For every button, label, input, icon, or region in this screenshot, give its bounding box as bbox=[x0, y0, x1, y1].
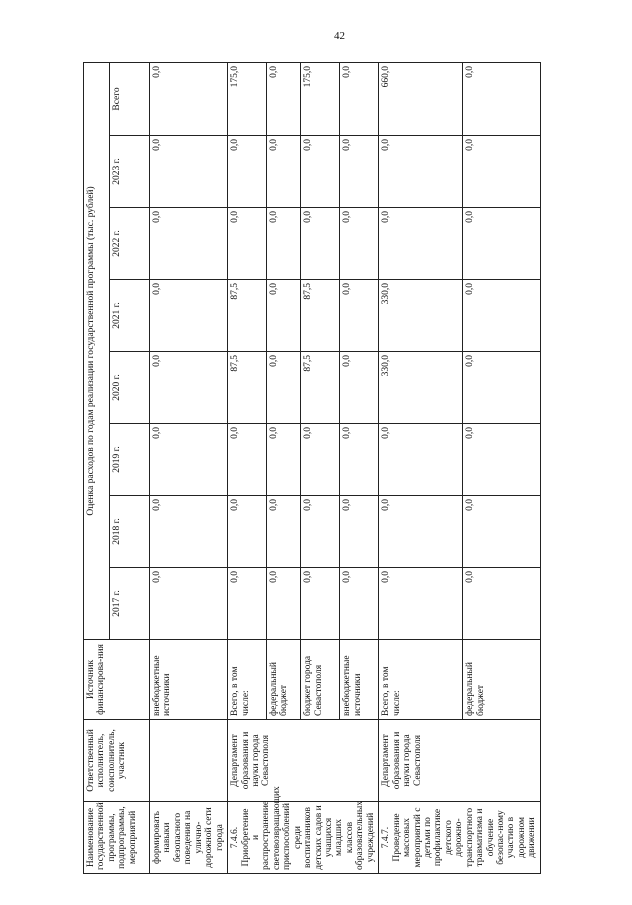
row-source: федеральный бюджет bbox=[266, 640, 300, 720]
cell-value: 0,0 bbox=[301, 496, 340, 568]
cell-value: 0,0 bbox=[340, 568, 379, 640]
cell-value: 0,0 bbox=[228, 496, 267, 568]
cell-value: 0,0 bbox=[266, 62, 300, 135]
cell-value: 87,5 bbox=[228, 280, 267, 352]
cell-value: 0,0 bbox=[150, 208, 228, 280]
header-estimate: Оценка расходов по годам реализации государственной программы (тыс. рублей) bbox=[84, 62, 110, 639]
cell-value: 0,0 bbox=[266, 352, 300, 424]
cell-value: 0,0 bbox=[463, 424, 540, 496]
cell-value: 0,0 bbox=[379, 136, 463, 208]
cell-value: 0,0 bbox=[301, 208, 340, 280]
cell-value: 0,0 bbox=[150, 136, 228, 208]
cell-value: 0,0 bbox=[228, 424, 267, 496]
cell-value: 0,0 bbox=[150, 62, 228, 135]
cell-value: 0,0 bbox=[301, 136, 340, 208]
row-executor: Департамент образования и науки города Севастополя bbox=[379, 720, 541, 802]
row-executor: Департамент образования и науки города Севастополя bbox=[228, 720, 379, 802]
table-row bbox=[228, 62, 267, 873]
row-source: внебюджетные источники bbox=[150, 640, 228, 720]
row-name: 7.4.6. Приобретение и распространение световозвращающих приспособлений среди воспитанников детских садов и учащихся младших классов образовательных учреждений bbox=[228, 802, 379, 874]
cell-value: 330,0 bbox=[379, 280, 463, 352]
header-year: 2021 г. bbox=[110, 280, 150, 352]
cell-value: 660,0 bbox=[379, 62, 463, 135]
cell-value: 0,0 bbox=[150, 280, 228, 352]
cell-value: 0,0 bbox=[266, 280, 300, 352]
cell-value: 0,0 bbox=[463, 352, 540, 424]
cell-value: 0,0 bbox=[266, 424, 300, 496]
cell-value: 175,0 bbox=[228, 62, 267, 135]
cell-value: 0,0 bbox=[150, 424, 228, 496]
row-name: 7.4.7. Проведение массовых мероприятий с детьми по профилактике детского дорожно-транспортного травматизма и обучение безопас-ному участию в дорожном движении bbox=[379, 802, 541, 874]
cell-value: 0,0 bbox=[340, 496, 379, 568]
cell-value: 0,0 bbox=[379, 424, 463, 496]
row-source: Всего, в том числе: bbox=[228, 640, 267, 720]
cell-value: 0,0 bbox=[379, 496, 463, 568]
cell-value: 0,0 bbox=[463, 280, 540, 352]
cell-value: 0,0 bbox=[301, 568, 340, 640]
rotated-table-container bbox=[83, 63, 538, 874]
row-source: федеральный бюджет bbox=[463, 640, 540, 720]
cell-value: 0,0 bbox=[340, 424, 379, 496]
cell-value: 0,0 bbox=[463, 496, 540, 568]
header-source: Источник финансирова-ния bbox=[84, 640, 150, 720]
cell-value: 330,0 bbox=[379, 352, 463, 424]
header-year: 2018 г. bbox=[110, 496, 150, 568]
header-year: 2023 г. bbox=[110, 136, 150, 208]
row-name: формировать навыки безопасного поведения на улично-дорожной сети города bbox=[150, 802, 228, 874]
cell-value: 0,0 bbox=[463, 568, 540, 640]
cell-value: 0,0 bbox=[228, 136, 267, 208]
cell-value: 0,0 bbox=[150, 568, 228, 640]
cell-value: 0,0 bbox=[150, 496, 228, 568]
cell-value: 0,0 bbox=[379, 568, 463, 640]
cell-value: 0,0 bbox=[379, 208, 463, 280]
cell-value: 87,5 bbox=[228, 352, 267, 424]
cell-value: 87,5 bbox=[301, 352, 340, 424]
cell-value: 87,5 bbox=[301, 280, 340, 352]
table-row bbox=[379, 62, 463, 873]
cell-value: 0,0 bbox=[340, 208, 379, 280]
header-year: 2020 г. bbox=[110, 352, 150, 424]
cell-value: 0,0 bbox=[301, 424, 340, 496]
cell-value: 0,0 bbox=[150, 352, 228, 424]
header-name: Наименование государственной программы, подпрограммы, мероприятий bbox=[84, 802, 150, 874]
row-source: Всего, в том числе: bbox=[379, 640, 463, 720]
row-source: внебюджетные источники bbox=[340, 640, 379, 720]
cell-value: 0,0 bbox=[266, 496, 300, 568]
cell-value: 0,0 bbox=[228, 568, 267, 640]
table-row bbox=[150, 62, 228, 873]
cell-value: 0,0 bbox=[463, 62, 540, 135]
header-total: Всего bbox=[110, 62, 150, 135]
row-source: бюджет города Севастополя bbox=[301, 640, 340, 720]
header-year: 2017 г. bbox=[110, 568, 150, 640]
cell-value: 0,0 bbox=[266, 208, 300, 280]
header-executor: Ответственный исполнитель, соисполнитель, участник bbox=[84, 720, 150, 802]
page-number: 42 bbox=[334, 30, 345, 42]
header-year: 2022 г. bbox=[110, 208, 150, 280]
cell-value: 0,0 bbox=[463, 208, 540, 280]
cell-value: 0,0 bbox=[228, 208, 267, 280]
cell-value: 0,0 bbox=[340, 280, 379, 352]
cell-value: 0,0 bbox=[463, 136, 540, 208]
cell-value: 175,0 bbox=[301, 62, 340, 135]
row-executor bbox=[150, 720, 228, 802]
cell-value: 0,0 bbox=[340, 352, 379, 424]
cell-value: 0,0 bbox=[266, 136, 300, 208]
header-year: 2019 г. bbox=[110, 424, 150, 496]
cell-value: 0,0 bbox=[266, 568, 300, 640]
cell-value: 0,0 bbox=[340, 136, 379, 208]
cell-value: 0,0 bbox=[340, 62, 379, 135]
budget-table bbox=[83, 62, 541, 874]
